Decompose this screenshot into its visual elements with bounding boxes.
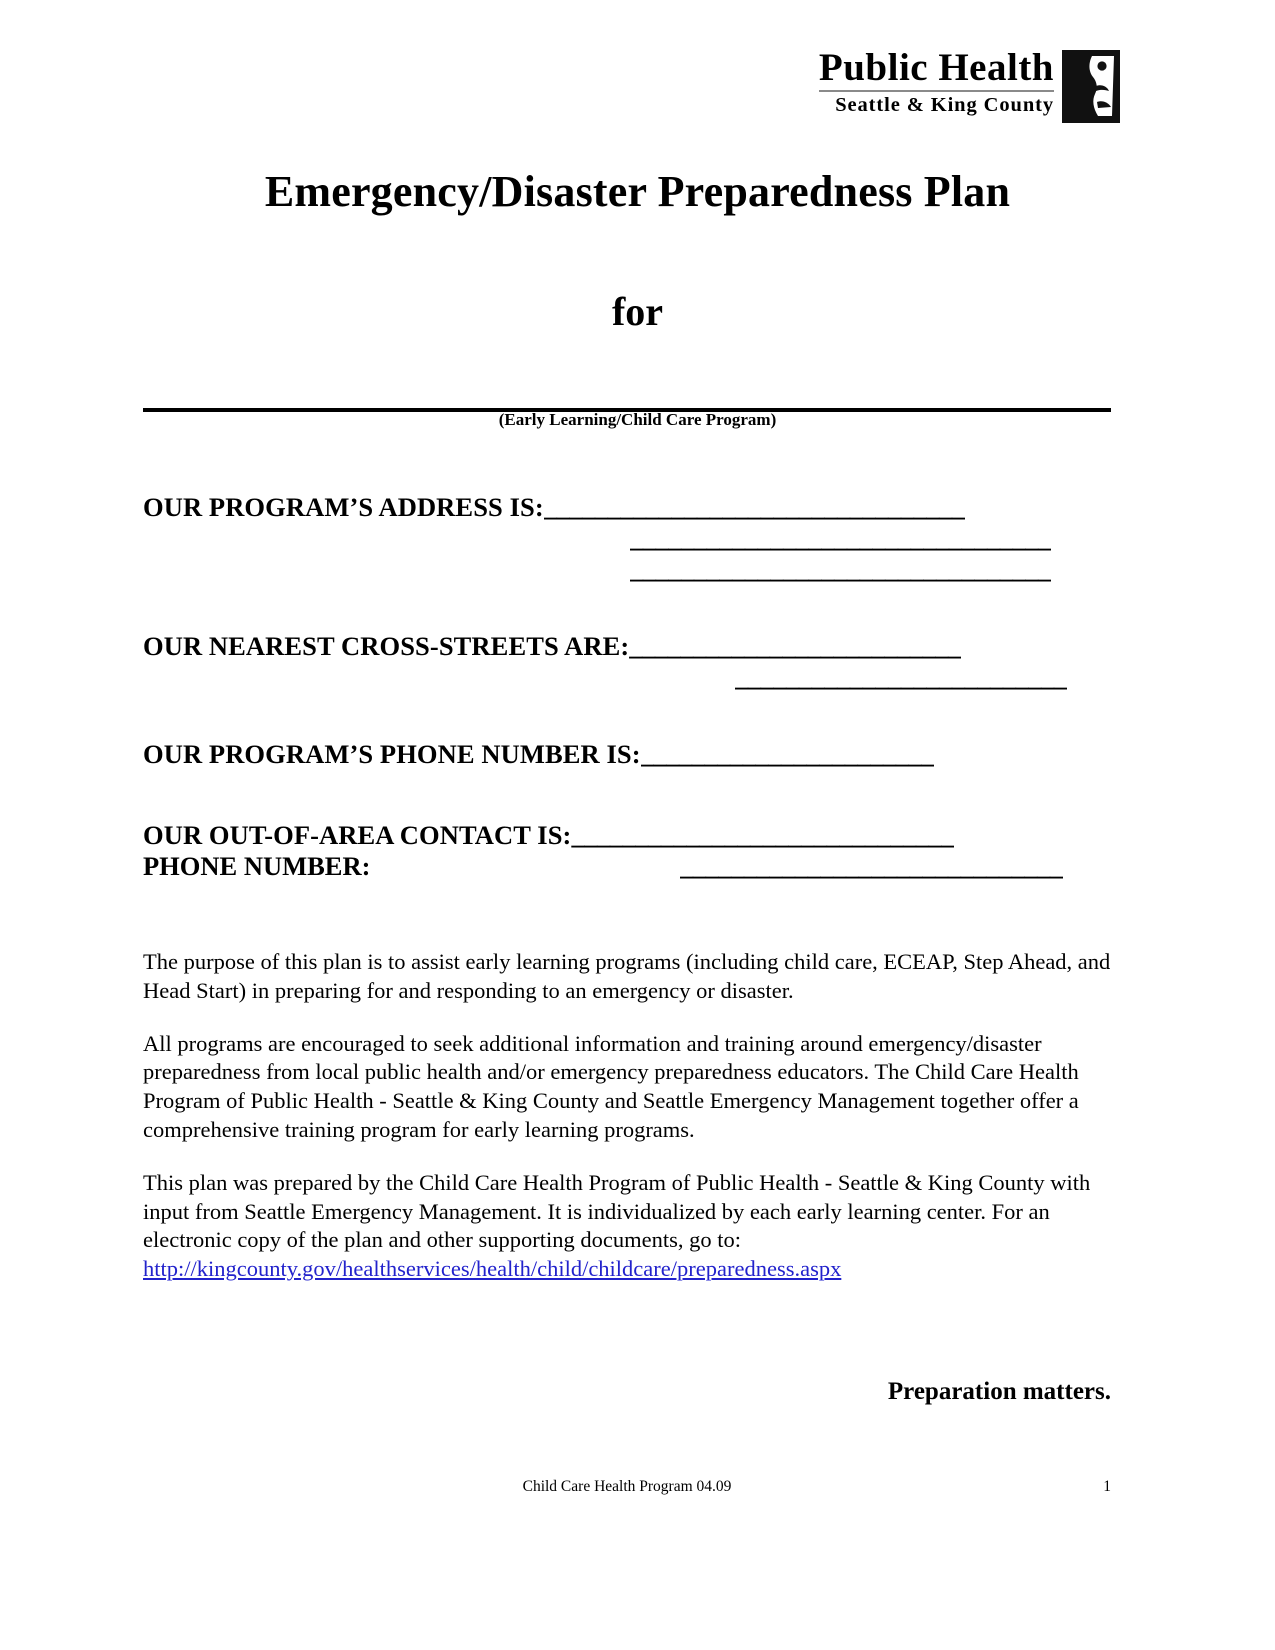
blank-program-phone[interactable]: _______________________: [640, 739, 934, 769]
blank-cross-streets-2[interactable]: __________________________: [735, 662, 1067, 692]
footer-program-label: Child Care Health Program 04.09: [522, 1478, 732, 1495]
public-health-face-icon: [1062, 50, 1120, 123]
program-name-caption: (Early Learning/Child Care Program): [498, 410, 777, 429]
field-out-of-area-phone: [143, 851, 1128, 882]
paragraph-preparation: [143, 1169, 1111, 1284]
indent-spacer: [143, 523, 630, 554]
blank-cross-streets-1[interactable]: __________________________: [629, 631, 961, 661]
field-label-out-of-area-contact: OUR OUT-OF-AREA CONTACT IS:: [143, 820, 572, 850]
blank-out-of-area-contact[interactable]: ______________________________: [571, 820, 954, 850]
blank-program-address-3[interactable]: _________________________________: [630, 554, 1051, 584]
page-footer: [143, 1478, 1111, 1498]
field-cross-streets-line2: [143, 662, 1128, 693]
field-gap: [143, 585, 1128, 631]
field-label-cross-streets: OUR NEAREST CROSS-STREETS ARE:: [143, 631, 630, 661]
field-label-program-phone: OUR PROGRAM’S PHONE NUMBER IS:: [143, 739, 641, 769]
field-out-of-area-contact: [143, 820, 1128, 851]
field-program-address: [143, 492, 1128, 523]
field-gap: [143, 770, 1128, 820]
field-label-program-address: OUR PROGRAM’S ADDRESS IS:: [143, 492, 544, 522]
logo-line-seattle-king-county: Seattle & King County: [835, 93, 1054, 116]
body-copy: [143, 948, 1111, 1284]
paragraph-preparation-text: This plan was prepared by the Child Care Health Program of Public Health - Seattle & King County with input from Seattle Emergency Management. It is individualized by each early learning center. For an electronic copy of the plan and other supporting documents, go to:: [143, 1169, 1091, 1253]
field-program-address-line3: [143, 554, 1128, 585]
page-title: Emergency/Disaster Preparedness Plan: [264, 167, 1011, 216]
field-program-phone: [143, 739, 1128, 770]
logo-wordmark: [819, 48, 1062, 116]
field-cross-streets: [143, 631, 1128, 662]
footer-page-number: 1: [1103, 1478, 1111, 1495]
form-fields: [143, 492, 1128, 882]
paragraph-training: All programs are encouraged to seek additional information and training around emergency/disaster preparedness from local public health and/or emergency preparedness educators. The Child Care Health Program of Public Health - Seattle & King County and Seattle Emergency Management together offer a comprehensive training program for early learning programs.: [143, 1030, 1079, 1142]
tagline-preparation-matters: Preparation matters.: [887, 1378, 1111, 1405]
public-health-logo: [819, 48, 1120, 123]
field-gap: [143, 693, 1128, 739]
paragraph-purpose: The purpose of this plan is to assist early learning programs (including child care, ECEAP, Step Ahead, and Head Start) in preparing for and responding to an emergency or disaster.: [143, 949, 1111, 1003]
blank-program-address-2[interactable]: _________________________________: [630, 523, 1051, 553]
blank-program-address-1[interactable]: _________________________________: [543, 492, 965, 522]
logo-divider-rule: [819, 90, 1054, 92]
page-title-for: for: [611, 289, 664, 334]
blank-out-of-area-phone[interactable]: ______________________________: [680, 851, 1063, 881]
indent-spacer: [143, 554, 630, 585]
indent-spacer: [143, 662, 735, 693]
field-label-out-of-area-phone: PHONE NUMBER:: [143, 851, 371, 881]
preparedness-url-link[interactable]: http://kingcounty.gov/healthservices/health/child/childcare/preparedness.aspx: [143, 1256, 842, 1282]
logo-line-public-health: Public Health: [818, 46, 1054, 89]
field-program-address-line2: [143, 523, 1128, 554]
